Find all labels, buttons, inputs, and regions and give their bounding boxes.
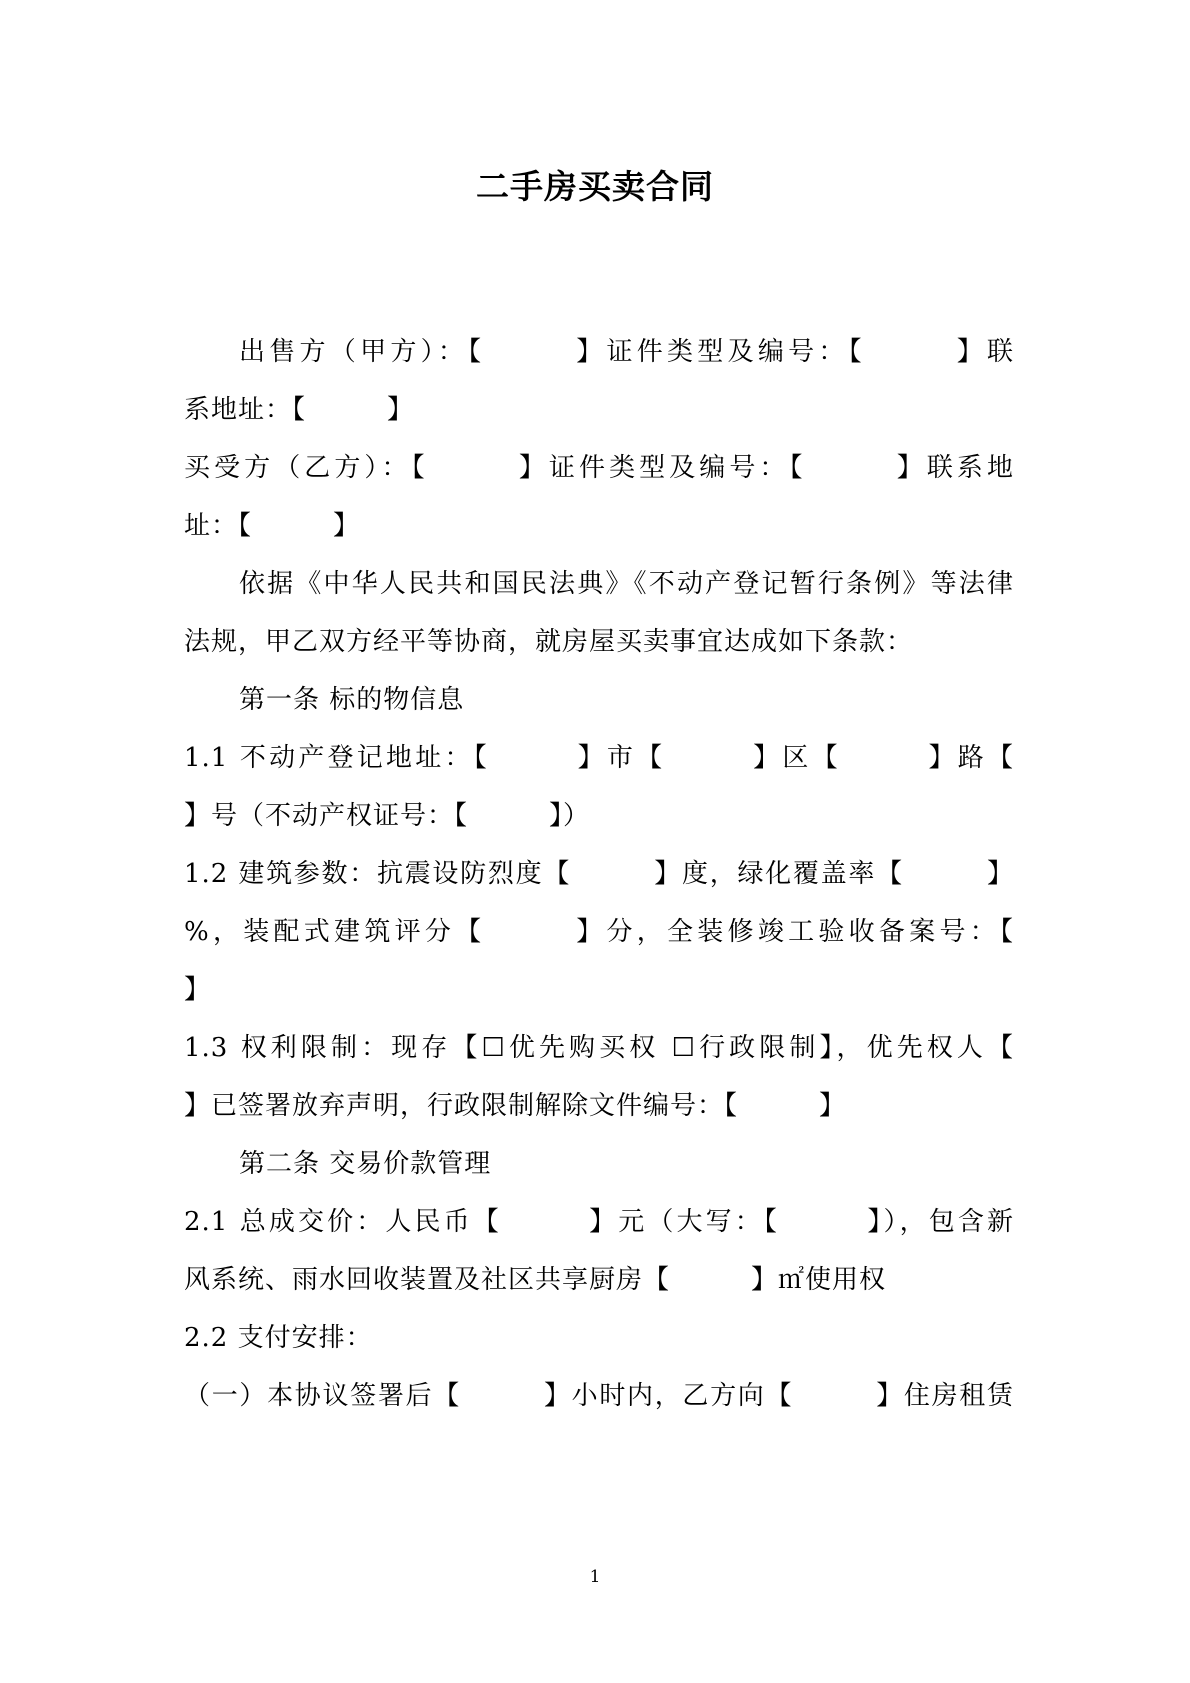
text-line: 系地址：【 】	[184, 395, 415, 425]
text-line: （一）本协议签署后【 】小时内，乙方向【 】住房租赁	[184, 1381, 1014, 1411]
text-line: 1.2 建筑参数：抗震设防烈度【 】度，绿化覆盖率【 】	[184, 859, 1014, 889]
section-heading: 第二条 交易价款管理	[239, 1149, 492, 1179]
text-line: 2.1 总成交价：人民币【 】元（大写：【 】），包含新	[184, 1207, 1014, 1237]
text-line: 1.1 不动产登记地址：【 】市【 】区【 】路【	[184, 743, 1014, 773]
text-line: 买受方（乙方）：【 】证件类型及编号：【 】联系地	[184, 453, 1014, 483]
text-line: 】已签署放弃声明，行政限制解除文件编号：【 】	[184, 1091, 847, 1121]
text-line: 址：【 】	[184, 511, 361, 541]
text-line: 2.2 支付安排：	[184, 1323, 373, 1353]
text-line: %，装配式建筑评分【 】分，全装修竣工验收备案号：【	[184, 917, 1014, 947]
text-line: 出售方（甲方）：【 】证件类型及编号：【 】联	[239, 337, 1014, 367]
text-line: 】号（不动产权证号：【 】）	[184, 801, 591, 831]
section-heading: 第一条 标的物信息	[239, 685, 465, 715]
page-number: 1	[589, 1567, 601, 1587]
text-line: 依据《中华人民共和国民法典》《不动产登记暂行条例》等法律	[239, 569, 1014, 599]
text-line: 1.3 权利限制：现存【☐优先购买权 ☐行政限制】，优先权人【	[184, 1033, 1014, 1063]
text-line: 法规，甲乙双方经平等协商，就房屋买卖事宜达成如下条款：	[184, 627, 914, 657]
text-line: 风系统、雨水回收装置及社区共享厨房【 】㎡使用权	[184, 1265, 887, 1295]
document-title: 二手房买卖合同	[476, 167, 714, 206]
text-line: 】	[184, 975, 212, 1005]
